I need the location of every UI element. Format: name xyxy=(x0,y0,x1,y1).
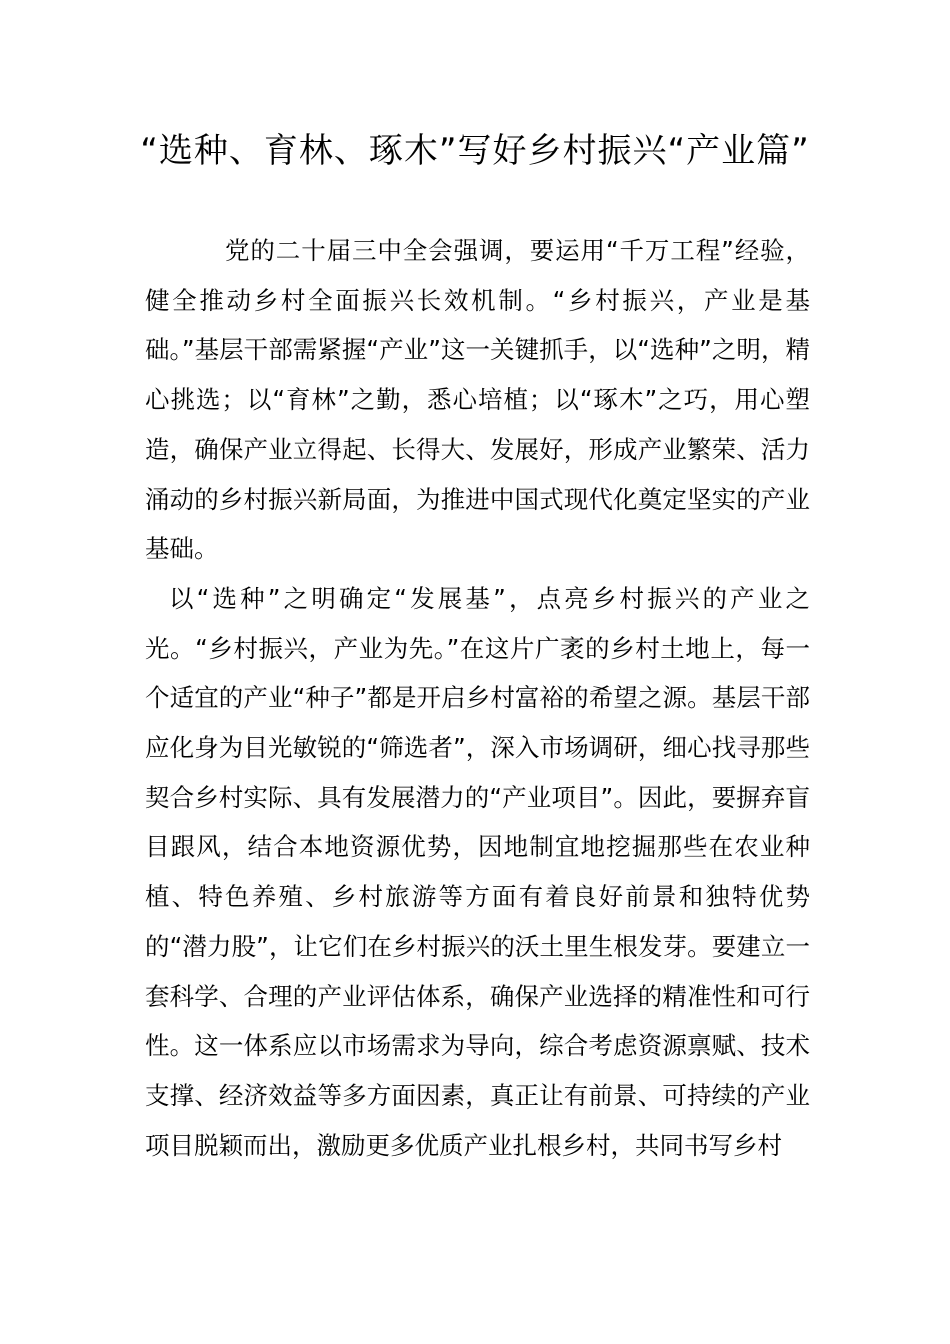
paragraph: 以“选种”之明确定“发展基”，点亮乡村振兴的产业之光。“乡村振兴，产业为先。”在这片广袤的乡村土地上，每一个适宜的产业“种子”都是开启乡村富裕的希望之源。基层干部应化身为目光敏锐的“筛选者”，深入市场调研，细心找寻那些契合乡村实际、具有发展潜力的“产业项目”。因此，要摒弃盲目跟风，结合本地资源优势，因地制宜地挖掘那些在农业种植、特色养殖、乡村旅游等方面有着良好前景和独特优势的“潜力股”，让它们在乡村振兴的沃土里生根发芽。要建立一套科学、合理的产业评估体系，确保产业选择的精准性和可行性。这一体系应以市场需求为导向，综合考虑资源禀赋、技术支撑、经济效益等多方面因素，真正让有前景、可持续的产业项目脱颖而出，激励更多优质产业扎根乡村，共同书写乡村 xyxy=(145,583,810,1160)
paragraph: 党的二十届三中全会强调，要运用“千万工程”经验，健全推动乡村全面振兴长效机制。“乡村振兴，产业是基础。”基层干部需紧握“产业”这一关键抓手，以“选种”之明，精心挑选；以“育林”之勤，悉心培植；以“琢木”之巧，用心塑造，确保产业立得起、长得大、发展好，形成产业繁荣、活力涌动的乡村振兴新局面，为推进中国式现代化奠定坚实的产业基础。 xyxy=(145,236,810,564)
document-title: “选种、育林、琢木”写好乡村振兴“产业篇” xyxy=(140,131,810,171)
document-body xyxy=(145,226,810,1170)
